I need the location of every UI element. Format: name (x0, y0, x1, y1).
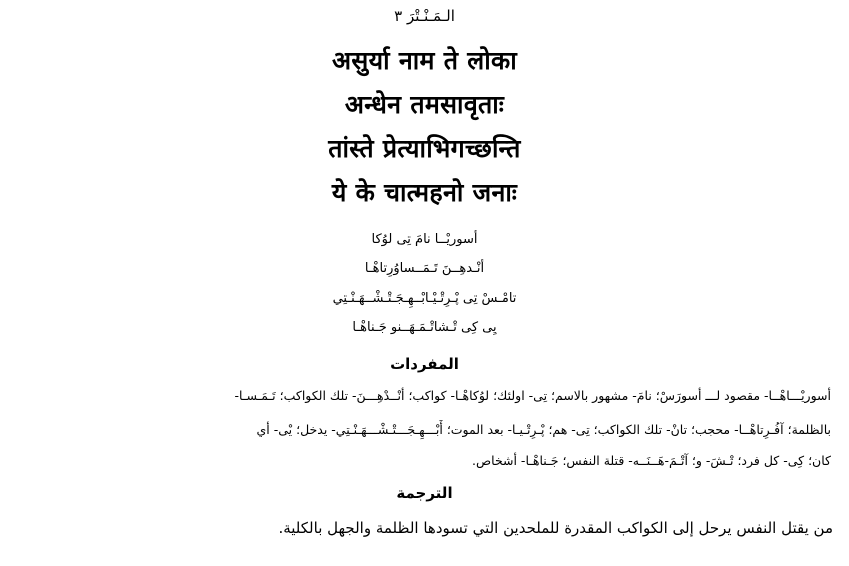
transliteration-line-3: تامْـسْ تِى پْـرِتْـيْـابْــهِـجَـتْـشْــهَـنْـتِي (332, 291, 517, 306)
translation-text: من يقتل النفس يرحل إلى الكواكب المقدرة للملحدين التي تسودها الظلمة والجهل بالكلية. (278, 519, 833, 537)
translation-heading: الترجمة (396, 484, 453, 502)
sanskrit-line-1: असुर्या नाम ते लोका (331, 46, 518, 75)
verse-title: الـمَـنْـتْرَ ٣ (394, 7, 455, 25)
transliteration-line-4: يِى كِى تْـشاتْـمَـهَــنو جَـناهْـا (352, 320, 497, 335)
sanskrit-line-3: तांस्ते प्रेत्याभिगच्छन्ति (328, 134, 521, 163)
sanskrit-line-4: ये के चात्महनो जनाः (331, 178, 518, 207)
transliteration-line-2: أنْـدهِــنَ تَـمَــساوُرِتاهْـا (364, 261, 485, 276)
vocabulary-line-3: كان؛ كِى- كل فرد؛ تْـشَ- و؛ آتْـمَ-هَــنَــه- قتلة النفس؛ جَـناهْـا- أشخاص. (472, 453, 831, 468)
sanskrit-line-2: अन्धेन तमसावृताः (344, 90, 505, 119)
transliteration-line-1: أسوريْــا نامَ تِى لوُكا (371, 232, 478, 247)
vocabulary-heading: المفردات (390, 355, 459, 373)
vocabulary-line-2: بالظلمة؛ آفُـرِتاهْــا- محجب؛ تانْ- تلك الكواكب؛ تِى- هم؛ پْـرِتْـيـا- بعد الموت؛ أَبْـــهِـجَـــتْـشْـــهَـنْـتِي- يدخل؛ يْى- أي (256, 422, 831, 437)
vocabulary-line-1: أسوريْـــاهْــا- مقصود لـــ أسورَسْ؛ نامَ- مشهور بالاسم؛ تِى- اولئك؛ لوُكاهْـا- كواكب؛ أنْــدْهِـــنَ- تلك الكواكب؛ تَـمَـسـا- (234, 388, 831, 403)
